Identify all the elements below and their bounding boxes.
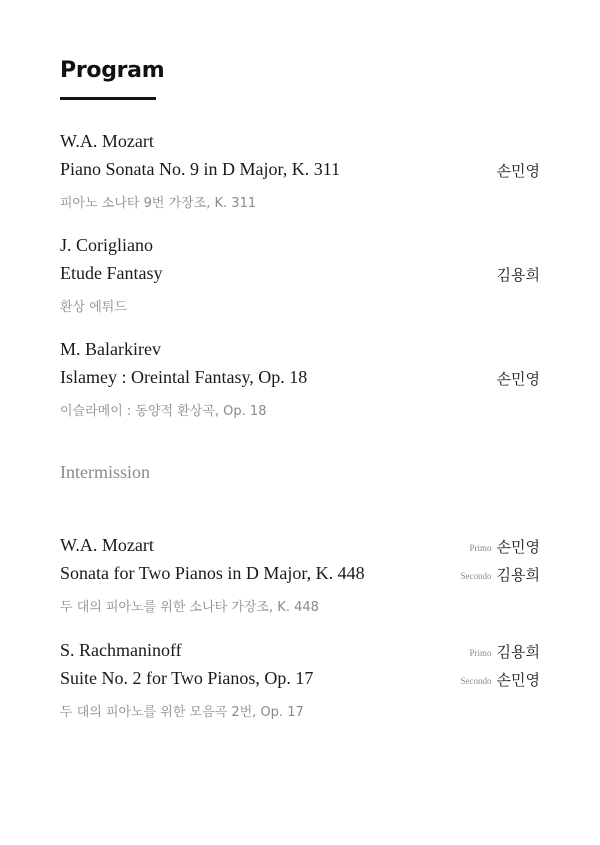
primo-label: Primo	[469, 543, 492, 553]
performer-name: 김용희	[496, 266, 540, 284]
piece-title: Suite No. 2 for Two Pianos, Op. 17	[60, 668, 314, 688]
piece-title: Etude Fantasy	[60, 263, 163, 283]
composer-name: W.A. Mozart	[60, 131, 154, 151]
secondo-label: Secondo	[460, 571, 492, 581]
primo-performer	[470, 536, 541, 557]
piece-korean-title: 두 대의 피아노를 위한 모음곡 2번, Op. 17	[60, 705, 304, 720]
piece-title: Islamey : Oreintal Fantasy, Op. 18	[60, 367, 308, 387]
heading-underline	[60, 97, 156, 100]
program-heading: Program	[60, 58, 165, 83]
secondo-name: 손민영	[496, 671, 540, 689]
piece-title: Piano Sonata No. 9 in D Major, K. 311	[60, 159, 341, 179]
primo-name: 김용희	[496, 643, 540, 661]
piece-korean-title: 피아노 소나타 9번 가장조, K. 311	[60, 196, 257, 211]
piece-title: Sonata for Two Pianos in D Major, K. 448	[60, 563, 365, 583]
piece-korean-title: 두 대의 피아노를 위한 소나타 가장조, K. 448	[60, 600, 319, 615]
primo-name: 손민영	[496, 538, 540, 556]
intermission-label: Intermission	[60, 462, 150, 482]
performer-name: 손민영	[496, 370, 540, 388]
composer-name: W.A. Mozart	[60, 535, 154, 555]
secondo-label: Secondo	[460, 676, 492, 686]
primo-performer	[470, 641, 541, 662]
performer-name: 손민영	[496, 162, 540, 180]
primo-label: Primo	[469, 648, 492, 658]
secondo-name: 김용희	[496, 566, 540, 584]
composer-name: J. Corigliano	[60, 235, 153, 255]
piece-korean-title: 환상 에튀드	[60, 300, 127, 315]
composer-name: S. Rachmaninoff	[60, 640, 182, 660]
composer-name: M. Balarkirev	[60, 339, 161, 359]
secondo-performer	[461, 564, 540, 585]
piece-korean-title: 이슬라메이 : 동양적 환상곡, Op. 18	[60, 404, 267, 419]
secondo-performer	[461, 669, 540, 690]
